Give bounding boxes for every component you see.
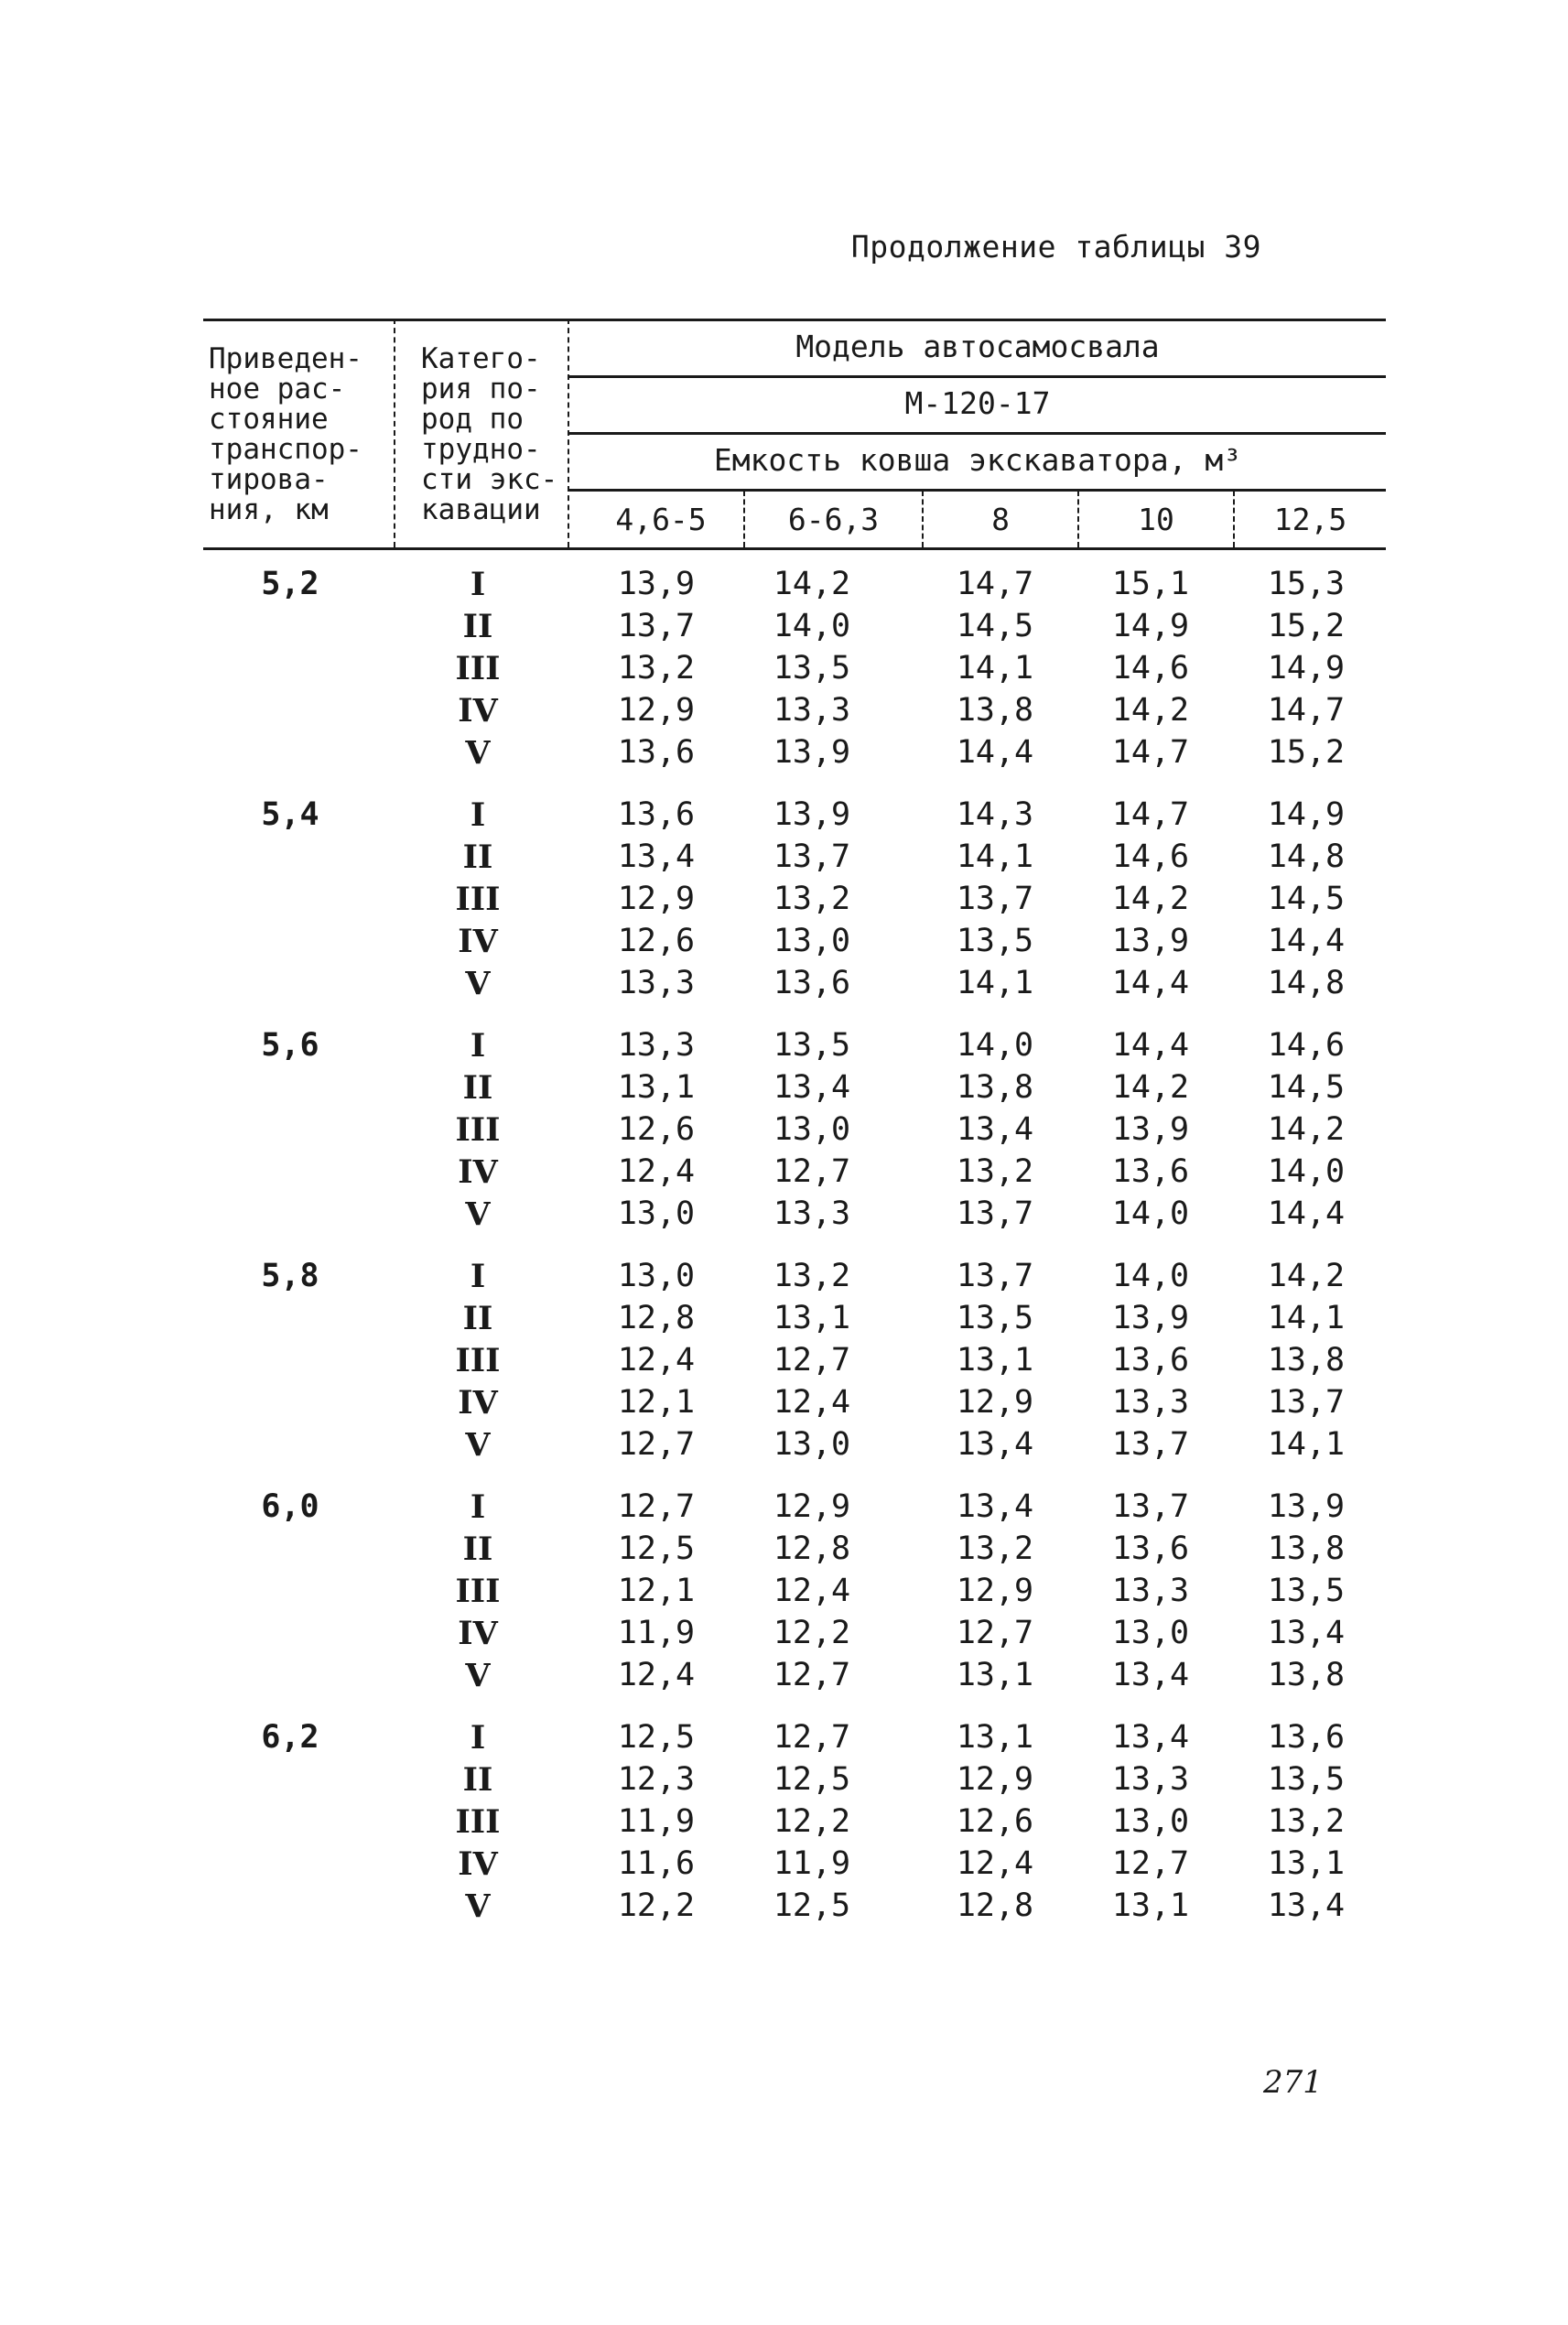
- capacity-rule: [569, 489, 1386, 492]
- value-cell: 12,1: [617, 1384, 696, 1421]
- value-cell: 13,4: [773, 1069, 851, 1106]
- distance-group: [203, 1027, 1386, 1258]
- value-cell: 14,1: [956, 965, 1034, 1001]
- value-cell: 13,0: [773, 923, 851, 959]
- category-cell: III: [455, 1342, 501, 1379]
- distance-group: [203, 1258, 1386, 1488]
- category-cell: IV: [458, 692, 498, 730]
- value-cell: 13,0: [1111, 1615, 1190, 1651]
- value-cell: 12,4: [617, 1657, 696, 1693]
- table-top-rule: [203, 319, 1386, 321]
- table-row: [203, 1153, 1386, 1195]
- value-cell: 13,7: [1267, 1384, 1346, 1421]
- category-cell: II: [462, 1069, 493, 1107]
- category-cell: III: [455, 1803, 501, 1841]
- table-row: [203, 1195, 1386, 1238]
- value-cell: 12,1: [617, 1573, 696, 1609]
- table-body: [203, 566, 1386, 1950]
- value-cell: 14,2: [1267, 1258, 1346, 1294]
- value-cell: 13,3: [617, 965, 696, 1001]
- distance-value: 6,0: [261, 1488, 319, 1525]
- value-cell: 14,1: [1267, 1426, 1346, 1463]
- value-cell: 13,6: [617, 796, 696, 833]
- category-cell: V: [465, 1195, 491, 1233]
- value-cell: 13,6: [773, 965, 851, 1001]
- value-cell: 13,2: [773, 1258, 851, 1294]
- category-cell: V: [465, 1887, 491, 1925]
- value-cell: 14,4: [956, 734, 1034, 771]
- distance-group: [203, 1719, 1386, 1950]
- value-cell: 14,7: [1111, 734, 1190, 771]
- value-cell: 13,9: [1111, 1300, 1190, 1336]
- value-cell: 14,5: [956, 608, 1034, 644]
- value-cell: 14,5: [1267, 1069, 1346, 1106]
- value-cell: 14,0: [1267, 1153, 1346, 1190]
- value-cell: 13,4: [1111, 1719, 1190, 1756]
- value-cell: 12,6: [617, 1111, 696, 1148]
- category-cell: V: [465, 965, 491, 1002]
- value-cell: 13,9: [617, 566, 696, 602]
- value-cell: 14,3: [956, 796, 1034, 833]
- value-cell: 13,7: [1111, 1488, 1190, 1525]
- table-row: [203, 566, 1386, 608]
- table-row: [203, 1615, 1386, 1657]
- value-cell: 11,9: [773, 1845, 851, 1882]
- value-cell: 13,4: [1267, 1887, 1346, 1924]
- value-cell: 13,1: [1111, 1887, 1190, 1924]
- value-cell: 14,7: [1267, 692, 1346, 729]
- value-cell: 14,9: [1267, 796, 1346, 833]
- value-cell: 12,7: [617, 1426, 696, 1463]
- distance-value: 5,4: [261, 796, 319, 833]
- table-row: [203, 1027, 1386, 1069]
- table-row: [203, 1342, 1386, 1384]
- value-cell: 12,7: [773, 1657, 851, 1693]
- value-cell: 13,0: [617, 1258, 696, 1294]
- value-cell: 12,8: [617, 1300, 696, 1336]
- value-cell: 15,2: [1267, 608, 1346, 644]
- value-cell: 15,2: [1267, 734, 1346, 771]
- value-cell: 13,1: [773, 1300, 851, 1336]
- category-cell: V: [465, 1657, 491, 1694]
- value-cell: 14,6: [1267, 1027, 1346, 1064]
- value-cell: 13,5: [773, 650, 851, 687]
- category-cell: III: [455, 1111, 501, 1149]
- category-cell: IV: [458, 1845, 498, 1883]
- value-cell: 13,0: [617, 1195, 696, 1232]
- value-cell: 14,0: [1111, 1195, 1190, 1232]
- value-cell: 13,6: [1111, 1530, 1190, 1567]
- table-row: [203, 650, 1386, 692]
- category-cell: IV: [458, 1615, 498, 1652]
- value-cell: 12,5: [617, 1719, 696, 1756]
- value-cell: 14,4: [1267, 1195, 1346, 1232]
- value-cell: 12,4: [617, 1342, 696, 1379]
- capacity-col-5: 12,5: [1273, 502, 1347, 537]
- value-cell: 15,1: [1111, 566, 1190, 602]
- value-cell: 13,7: [956, 1195, 1034, 1232]
- value-cell: 12,5: [617, 1530, 696, 1567]
- category-cell: V: [465, 734, 491, 772]
- value-cell: 13,3: [617, 1027, 696, 1064]
- value-cell: 11,9: [617, 1803, 696, 1840]
- category-cell: IV: [458, 1384, 498, 1422]
- value-cell: 14,1: [956, 650, 1034, 687]
- distance-value: 5,8: [261, 1258, 319, 1294]
- value-cell: 12,9: [617, 692, 696, 729]
- value-cell: 13,4: [956, 1426, 1034, 1463]
- value-cell: 13,3: [1111, 1573, 1190, 1609]
- capacity-col-2: 6-6,3: [787, 502, 880, 537]
- value-cell: 13,2: [956, 1530, 1034, 1567]
- value-cell: 13,8: [1267, 1657, 1346, 1693]
- value-cell: 12,5: [773, 1761, 851, 1798]
- category-cell: IV: [458, 1153, 498, 1191]
- table-row: [203, 1887, 1386, 1930]
- value-cell: 14,7: [956, 566, 1034, 602]
- category-cell: III: [455, 1573, 501, 1610]
- table-row: [203, 608, 1386, 650]
- value-cell: 12,2: [773, 1803, 851, 1840]
- value-cell: 13,2: [617, 650, 696, 687]
- distance-value: 5,2: [261, 566, 319, 602]
- table-row: [203, 881, 1386, 923]
- category-cell: II: [462, 1761, 493, 1799]
- value-cell: 13,1: [956, 1719, 1034, 1756]
- value-cell: 13,7: [956, 881, 1034, 917]
- value-cell: 13,6: [1111, 1342, 1190, 1379]
- category-cell: II: [462, 838, 493, 876]
- table-row: [203, 838, 1386, 881]
- value-cell: 12,9: [956, 1761, 1034, 1798]
- value-cell: 12,4: [773, 1573, 851, 1609]
- header-distance: Приведен- ное рас- стояние транспор- тирова- ния, км: [209, 342, 362, 526]
- distance-value: 5,6: [261, 1027, 319, 1064]
- value-cell: 13,9: [1267, 1488, 1346, 1525]
- table-row: [203, 1300, 1386, 1342]
- value-cell: 11,6: [617, 1845, 696, 1882]
- value-cell: 12,6: [956, 1803, 1034, 1840]
- value-cell: 12,4: [773, 1384, 851, 1421]
- model-rule: [569, 375, 1386, 378]
- value-cell: 14,2: [773, 566, 851, 602]
- category-cell: V: [465, 1426, 491, 1464]
- category-cell: I: [470, 566, 486, 603]
- value-cell: 13,1: [956, 1657, 1034, 1693]
- value-cell: 13,5: [773, 1027, 851, 1064]
- value-cell: 12,7: [773, 1153, 851, 1190]
- table-row: [203, 1761, 1386, 1803]
- value-cell: 14,4: [1111, 965, 1190, 1001]
- header-category: Катего- рия по- род по трудно- сти экс- кавации: [421, 342, 558, 526]
- value-cell: 13,7: [773, 838, 851, 875]
- value-cell: 13,4: [1267, 1615, 1346, 1651]
- value-cell: 14,8: [1267, 838, 1346, 875]
- value-cell: 13,2: [956, 1153, 1034, 1190]
- value-cell: 14,8: [1267, 965, 1346, 1001]
- value-cell: 14,1: [1267, 1300, 1346, 1336]
- table-row: [203, 734, 1386, 776]
- value-cell: 14,5: [1267, 881, 1346, 917]
- divider-col1: [394, 319, 395, 547]
- value-cell: 12,3: [617, 1761, 696, 1798]
- value-cell: 14,2: [1111, 1069, 1190, 1106]
- value-cell: 14,9: [1111, 608, 1190, 644]
- value-cell: 14,2: [1111, 692, 1190, 729]
- table-row: [203, 1258, 1386, 1300]
- value-cell: 13,7: [617, 608, 696, 644]
- value-cell: 13,6: [617, 734, 696, 771]
- table-row: [203, 1845, 1386, 1887]
- table-row: [203, 1426, 1386, 1468]
- value-cell: 13,5: [956, 923, 1034, 959]
- category-cell: I: [470, 796, 486, 834]
- value-cell: 14,6: [1111, 650, 1190, 687]
- value-cell: 13,4: [617, 838, 696, 875]
- value-cell: 14,1: [956, 838, 1034, 875]
- value-cell: 14,4: [1267, 923, 1346, 959]
- value-cell: 12,9: [617, 881, 696, 917]
- distance-group: [203, 566, 1386, 796]
- value-cell: 13,6: [1267, 1719, 1346, 1756]
- value-cell: 12,6: [617, 923, 696, 959]
- capacity-col-1: 4,6-5: [615, 502, 707, 537]
- distance-value: 6,2: [261, 1719, 319, 1756]
- table-row: [203, 1069, 1386, 1111]
- table-row: [203, 1111, 1386, 1153]
- value-cell: 12,5: [773, 1887, 851, 1924]
- table-row: [203, 1384, 1386, 1426]
- table-row: [203, 1657, 1386, 1699]
- table-row: [203, 1488, 1386, 1530]
- table-caption: Продолжение таблицы 39: [850, 229, 1261, 265]
- value-cell: 13,5: [1267, 1761, 1346, 1798]
- value-cell: 15,3: [1267, 566, 1346, 602]
- table-row: [203, 1803, 1386, 1845]
- value-cell: 13,2: [1267, 1803, 1346, 1840]
- category-cell: II: [462, 1300, 493, 1337]
- value-cell: 13,9: [1111, 1111, 1190, 1148]
- category-cell: I: [470, 1719, 486, 1757]
- header-bottom-rule: [203, 547, 1386, 550]
- category-cell: I: [470, 1258, 486, 1295]
- value-cell: 13,1: [617, 1069, 696, 1106]
- value-cell: 13,1: [956, 1342, 1034, 1379]
- value-cell: 12,9: [956, 1573, 1034, 1609]
- header-capacity-label: Емкость ковша экскаватора, м³: [713, 442, 1242, 478]
- value-cell: 13,8: [1267, 1342, 1346, 1379]
- value-cell: 14,6: [1111, 838, 1190, 875]
- category-cell: I: [470, 1488, 486, 1526]
- value-cell: 12,4: [617, 1153, 696, 1190]
- value-cell: 13,3: [1111, 1761, 1190, 1798]
- value-cell: 13,9: [773, 734, 851, 771]
- distance-group: [203, 796, 1386, 1027]
- value-cell: 13,7: [1111, 1426, 1190, 1463]
- model-value-rule: [569, 432, 1386, 435]
- value-cell: 14,0: [1111, 1258, 1190, 1294]
- value-cell: 13,0: [1111, 1803, 1190, 1840]
- value-cell: 12,9: [773, 1488, 851, 1525]
- value-cell: 13,4: [1111, 1657, 1190, 1693]
- value-cell: 13,3: [773, 1195, 851, 1232]
- value-cell: 14,7: [1111, 796, 1190, 833]
- table-row: [203, 1530, 1386, 1573]
- value-cell: 12,2: [617, 1887, 696, 1924]
- value-cell: 13,1: [1267, 1845, 1346, 1882]
- value-cell: 12,7: [617, 1488, 696, 1525]
- value-cell: 13,9: [1111, 923, 1190, 959]
- header-model-label: Модель автосамосвала: [795, 329, 1160, 364]
- value-cell: 14,9: [1267, 650, 1346, 687]
- category-cell: II: [462, 1530, 493, 1568]
- value-cell: 12,8: [956, 1887, 1034, 1924]
- table-row: [203, 923, 1386, 965]
- value-cell: 12,7: [956, 1615, 1034, 1651]
- value-cell: 12,4: [956, 1845, 1034, 1882]
- table-row: [203, 1719, 1386, 1761]
- value-cell: 14,2: [1111, 881, 1190, 917]
- category-cell: IV: [458, 923, 498, 960]
- value-cell: 14,0: [956, 1027, 1034, 1064]
- value-cell: 14,4: [1111, 1027, 1190, 1064]
- value-cell: 13,5: [1267, 1573, 1346, 1609]
- capacity-col-4: 10: [1138, 502, 1174, 537]
- table-row: [203, 965, 1386, 1007]
- value-cell: 12,7: [773, 1342, 851, 1379]
- value-cell: 13,8: [956, 692, 1034, 729]
- value-cell: 13,4: [956, 1111, 1034, 1148]
- category-cell: I: [470, 1027, 486, 1065]
- value-cell: 13,5: [956, 1300, 1034, 1336]
- value-cell: 13,3: [773, 692, 851, 729]
- value-cell: 13,0: [773, 1111, 851, 1148]
- table-row: [203, 1573, 1386, 1615]
- value-cell: 12,7: [773, 1719, 851, 1756]
- value-cell: 12,2: [773, 1615, 851, 1651]
- value-cell: 14,2: [1267, 1111, 1346, 1148]
- value-cell: 11,9: [617, 1615, 696, 1651]
- value-cell: 12,9: [956, 1384, 1034, 1421]
- value-cell: 12,7: [1111, 1845, 1190, 1882]
- value-cell: 13,3: [1111, 1384, 1190, 1421]
- distance-group: [203, 1488, 1386, 1719]
- value-cell: 13,7: [956, 1258, 1034, 1294]
- value-cell: 13,8: [1267, 1530, 1346, 1567]
- category-cell: III: [455, 650, 501, 687]
- value-cell: 13,2: [773, 881, 851, 917]
- table-row: [203, 692, 1386, 734]
- page-number: 271: [1263, 2064, 1323, 2101]
- value-cell: 13,4: [956, 1488, 1034, 1525]
- table-row: [203, 796, 1386, 838]
- category-cell: II: [462, 608, 493, 645]
- header-model-value: М-120-17: [904, 385, 1051, 421]
- value-cell: 13,8: [956, 1069, 1034, 1106]
- value-cell: 13,0: [773, 1426, 851, 1463]
- capacity-col-3: 8: [991, 502, 1010, 537]
- value-cell: 12,8: [773, 1530, 851, 1567]
- value-cell: 14,0: [773, 608, 851, 644]
- value-cell: 13,9: [773, 796, 851, 833]
- category-cell: III: [455, 881, 501, 918]
- value-cell: 13,6: [1111, 1153, 1190, 1190]
